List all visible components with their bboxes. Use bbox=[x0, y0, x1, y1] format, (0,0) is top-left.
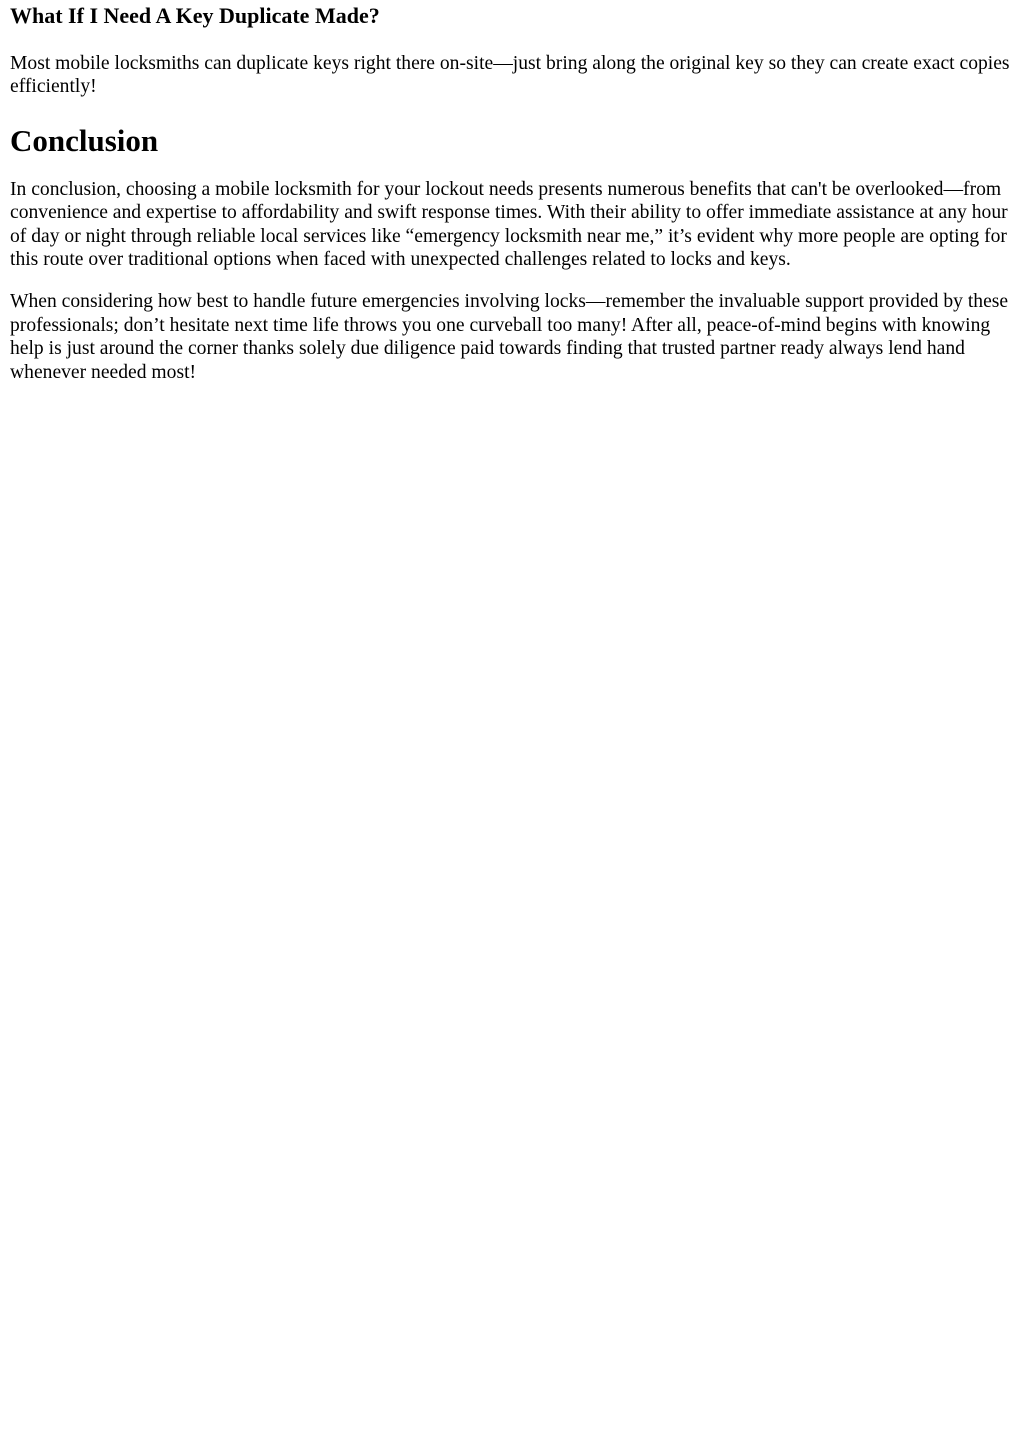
conclusion-paragraph-1: In conclusion, choosing a mobile locksmith for your lockout needs presents numerous benefits that can't be overlooked—from convenience and expertise to affordability and swift response times. With their ability to offer immediate assistance at any hour of day or night through reliable local services like “emergency locksmith near me,” it’s evident why more people are opting for this route over traditional options when faced with unexpected challenges related to locks and keys. bbox=[10, 178, 1008, 271]
conclusion-heading: Conclusion bbox=[10, 122, 159, 158]
article-page bbox=[0, 3, 1024, 384]
conclusion-paragraph-2: When considering how best to handle future emergencies involving locks—remember the invaluable support provided by these professionals; don’t hesitate next time life throws you one curveball too many! After all, peace-of-mind begins with knowing help is just around the corner thanks solely due diligence paid towards finding that trusted partner ready always lend hand whenever needed most! bbox=[10, 291, 1009, 383]
faq-question-heading: What If I Need A Key Duplicate Made? bbox=[10, 3, 380, 28]
faq-answer-text: Most mobile locksmiths can duplicate keys right there on-site—just bring along the original key so they can create exact copies efficiently! bbox=[10, 53, 1010, 98]
